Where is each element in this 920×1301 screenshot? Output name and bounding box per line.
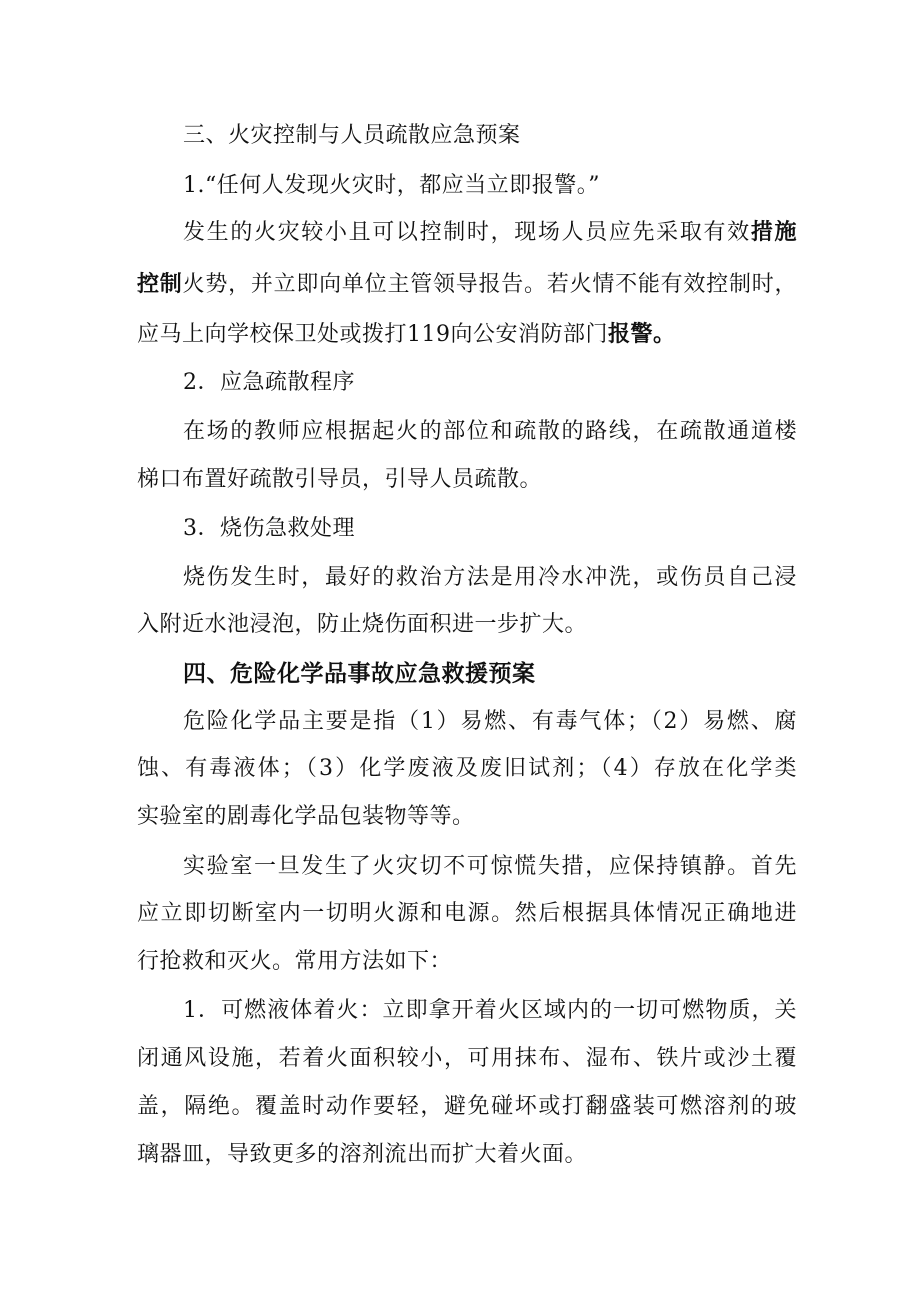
section4-title: 四、危险化学品事故应急救援预案 bbox=[183, 661, 536, 687]
section3-item1-line1 bbox=[183, 218, 797, 248]
text-span: 火势，并立即向单位主管领导报告。若火情不能有效控制时， bbox=[182, 272, 797, 297]
section3-item3-line1: 烧伤发生时，最好的救治方法是用冷水冲洗，或伤员自己浸 bbox=[183, 565, 797, 590]
bold-text: 措施 bbox=[750, 220, 797, 245]
section4-item1-line1: 1．可燃液体着火：立即拿开着火区域内的一切可燃物质，关 bbox=[183, 998, 797, 1023]
section4-item1-line4: 璃器皿，导致更多的溶剂流出而扩大着火面。 bbox=[137, 1142, 588, 1167]
section3-item1-line2 bbox=[137, 270, 797, 300]
section4-p2-line2: 应立即切断室内一切明火源和电源。然后根据具体情况正确地进 bbox=[137, 901, 797, 926]
text-span: 应马上向学校保卫处或拨打119向公安消防部门 bbox=[137, 322, 608, 347]
section3-item3-title: 3．烧伤急救处理 bbox=[183, 516, 355, 541]
section3-item2-title: 2．应急疏散程序 bbox=[183, 370, 355, 395]
bold-text: 报警。 bbox=[608, 322, 676, 347]
section3-item3-line2: 入附近水池浸泡，防止烧伤面积进一步扩大。 bbox=[137, 612, 588, 637]
section4-p1-line3: 实验室的剧毒化学品包装物等等。 bbox=[137, 804, 475, 829]
text-span: 发生的火灾较小且可以控制时，现场人员应先采取有效 bbox=[183, 220, 751, 245]
section4-p1-line1: 危险化学品主要是指（1）易燃、有毒气体；（2）易燃、腐 bbox=[183, 709, 797, 734]
section3-item1-line3 bbox=[137, 320, 797, 350]
bold-text: 控制 bbox=[137, 272, 183, 297]
section3-title: 三、火灾控制与人员疏散应急预案 bbox=[183, 123, 521, 148]
section3-item2-line2: 梯口布置好疏散引导员，引导人员疏散。 bbox=[137, 467, 543, 492]
section4-p2-line3: 行抢救和灭火。常用方法如下： bbox=[137, 949, 453, 974]
section4-p2-line1: 实验室一旦发生了火灾切不可惊慌失措，应保持镇静。首先 bbox=[183, 854, 797, 879]
section4-p1-line2: 蚀、有毒液体；（3）化学废液及废旧试剂；（4）存放在化学类 bbox=[137, 756, 797, 781]
section4-item1-line2: 闭通风设施，若着火面积较小，可用抹布、湿布、铁片或沙土覆 bbox=[137, 1046, 797, 1071]
section3-item2-line1: 在场的教师应根据起火的部位和疏散的路线，在疏散通道楼 bbox=[183, 419, 797, 444]
section4-item1-line3: 盖，隔绝。覆盖时动作要轻，避免碰坏或打翻盛装可燃溶剂的玻 bbox=[137, 1094, 797, 1119]
section3-item1-title: 1.“任何人发现火灾时，都应当立即报警。” bbox=[183, 173, 600, 198]
